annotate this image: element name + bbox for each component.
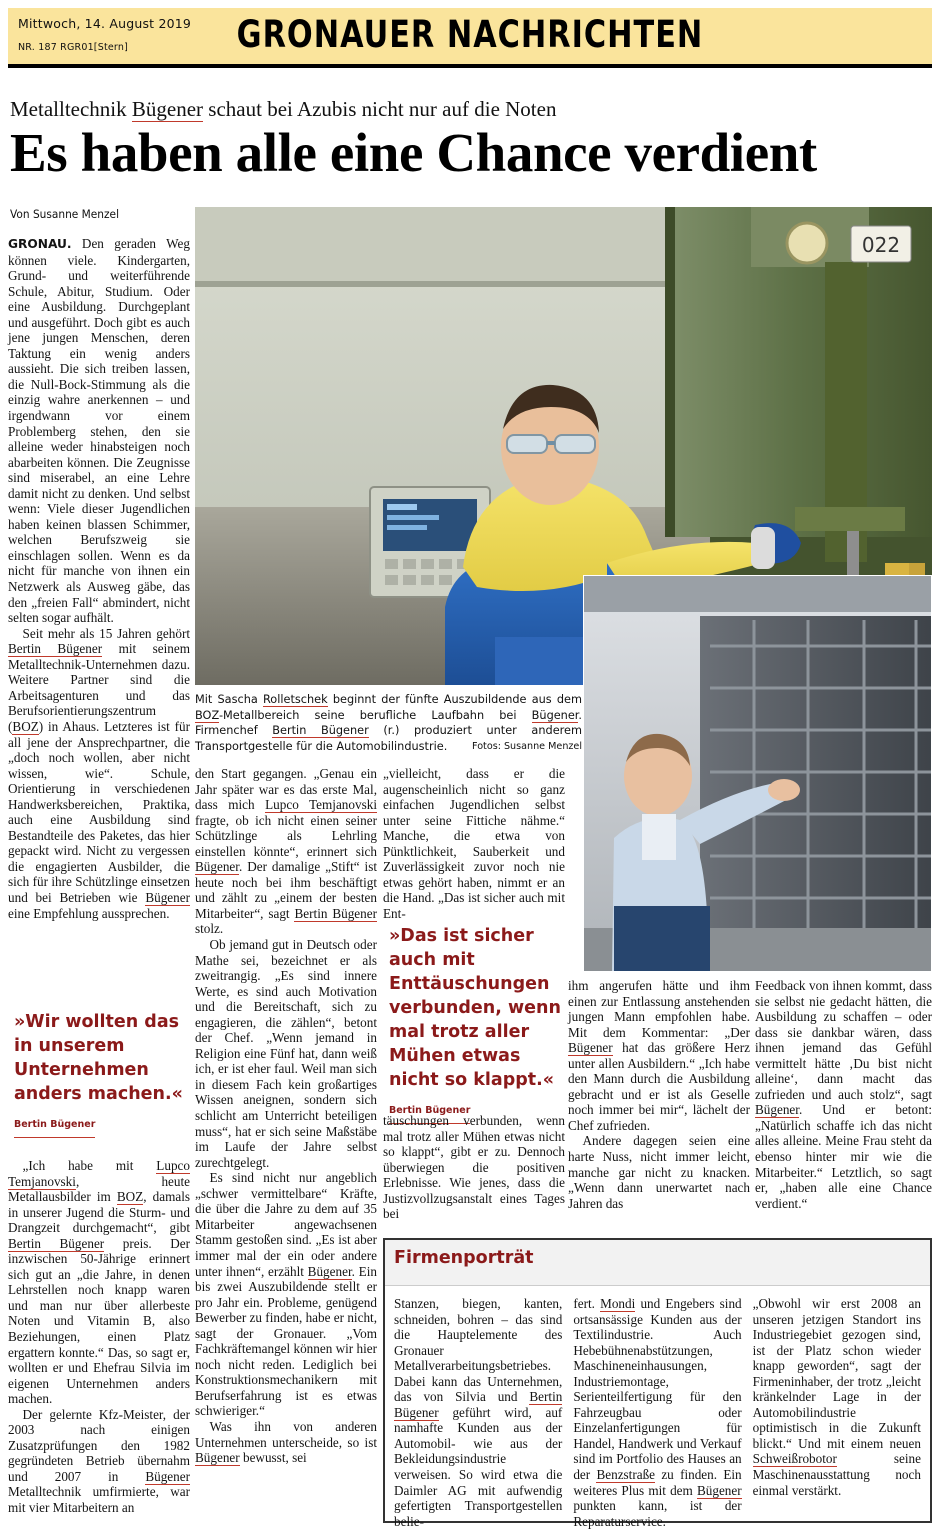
company-profile-column-1	[394, 1296, 562, 1529]
paragraph	[195, 1170, 377, 1419]
paragraph-text: . Und er betont: „Natürlich schaffe ich das nicht alles alleine. Meine Frau steht da ebenso hinter mir wie die Mitarbeiter.“ Letztlich, so sagt er, „haben alle eine Chance verdient.“	[755, 1102, 932, 1211]
article-column-1-top	[8, 236, 190, 921]
caption-text-2: beginnt der fünfte Auszubildende aus dem	[327, 693, 582, 706]
paragraph-text: hat das größere Herz unter allen Ausbildern.“ „Ich habe den Mann durch die Ausbildung gebracht und er ist als Geselle noch immer bei mir“, lächelt der Chef zufrieden.	[568, 1040, 750, 1133]
caption-link-bertin-buegener[interactable]: Bertin Bügener	[272, 724, 369, 737]
paragraph	[8, 626, 190, 921]
paragraph-text: und Engebers sind ortsansässige Kunden aus der Textilindustrie. Auch Hebebühnenabstützungen, Maschineneinhausungen, Industriemontage, Serienteilfertigung für den Fahrzeugbau oder Einzelanfertigungen für Handel, Handwerk und Verkauf sind im Portfolio des Hauses an der	[573, 1296, 742, 1483]
paragraph	[195, 766, 377, 937]
pull-quote-2	[389, 924, 569, 1124]
paragraph-text: Feedback von ihnen kommt, dass sie selbst nie gedacht hätten, die Ausbildung zu schaffen – oder dass sie dankbar wären, dass ihnen jemand das Gefühl vermittelt hätte ‚Du bist nicht alleine‘, dann macht das zufrieden und auch stolz“, sagt	[755, 978, 932, 1102]
link-buegener[interactable]: Bügener	[145, 889, 190, 905]
article-byline: Von Susanne Menzel	[10, 207, 120, 221]
caption-text-4: . Firmenchef	[195, 708, 582, 737]
paragraph	[195, 1419, 377, 1466]
paragraph-text: punkten kann, ist der Reparaturservice.	[573, 1498, 742, 1529]
masthead-issue-number: NR. 187 RGR01[Stern]	[18, 42, 128, 53]
article-kicker	[10, 97, 930, 122]
company-profile-header	[385, 1240, 930, 1286]
paragraph-text: Es sind nicht nur angeblich „schwer vermittelbare“ Kräfte, die über die Jahre zu dem auf 35 Mitarbeiter angewachsenen Stamm gestoßen sind. „Es ist aber immer mal der ein oder andere unter ihnen“, erzählt	[195, 1170, 377, 1279]
paragraph-text: zu finden. Ein weiteres Plus mit dem	[573, 1467, 742, 1498]
kicker-text-after: schaut bei Azubis nicht nur auf die Noten	[203, 97, 557, 121]
paragraph	[8, 236, 190, 626]
link-buegener[interactable]: Bügener	[145, 1468, 190, 1484]
paragraph-text: ihm angerufen hätte und ihm einen zur Entlassung anstehenden jungen Mann empfohlen habe. Mit dem Kommentar: „Der	[568, 978, 750, 1040]
paragraph-text: , damals in unserer Jugend die Sturm- und Drangzeit durchgemacht“, gibt	[8, 1189, 190, 1236]
paragraph-text: mit seinem Metalltechnik-Unternehmen dazu. Weitere Partner sind die Arbeitsagenturen und das Berufsorientierungszentrum (	[8, 641, 190, 734]
paragraph	[573, 1296, 741, 1529]
paragraph-text: bewusst, sei	[239, 1450, 307, 1466]
caption-text-3: -Metallbereich seine berufliche Laufbahn bei	[218, 708, 532, 722]
masthead	[8, 8, 932, 68]
paragraph-text: Der gelernte Kfz-Meister, der 2003 nach einigen Zusatzprüfungen den 1982 gegründeten Betrieb übernahm und 2007 in	[8, 1406, 190, 1484]
dateline: GRONAU.	[8, 237, 72, 251]
company-profile-column-3	[753, 1296, 921, 1529]
photo-credit: Fotos: Susanne Menzel	[472, 740, 582, 752]
link-mondi[interactable]: Mondi	[600, 1296, 636, 1311]
paragraph-text: stolz.	[195, 921, 224, 937]
article-column-1-bottom	[8, 1158, 190, 1516]
paragraph	[753, 1296, 921, 1498]
kicker-text-before: Metalltechnik	[10, 97, 132, 121]
paragraph-text: . Ein bis zwei Auszubildende stellt er pro Jahr ein. Probleme, genügend Bewerber zu finden, habe er nicht, sagt der Gronauer. „Vom Fachkräftemangel können wir hier noch nicht reden. Lediglich bei Konstruktionsmechanikern mit Berufserfahrung ist es etwas schwieriger.“	[195, 1263, 377, 1419]
photo-caption	[195, 692, 582, 754]
pull-quote-text: »Das ist sicher auch mit Enttäuschungen verbunden, wenn mal trotz aller Mühen etwas nicht so klappt.«	[389, 926, 561, 1090]
link-buegener[interactable]: Bügener	[195, 859, 239, 875]
pull-quote-attribution: Bertin Bügener	[14, 1113, 95, 1138]
paragraph-text: Seit mehr als 15 Jahren gehört	[22, 625, 190, 641]
article-column-2	[195, 766, 377, 1466]
masthead-title: GRONAUER NACHRICHTEN	[236, 13, 704, 56]
paragraph-text: Den geraden Weg können viele. Kindergarten, Grund- und weiterführende Schule, Abitur, Studium. Oder eine Ausbildung. Durchgeplant und ausgeführt. Doch gibt es auch jene jungen Menschen, deren Taktung ein wenig anders aussieht. Die sich treiben lassen, die Null-Bock-Stimmung als die einzig wahre anerkennen – und irgendwann vor einem Problemberg stehen, den sie alleine weder hinabsteigen noch abarbeiten können. Die Zeugnisse sind miserabel, an eine Lehre damit nicht zu denken. Und selbst wenn: Viele dieser Jugendlichen haben keinen blassen Schimmer, welchen Berufszweig sie einschlagen sollen. Wenn es da nicht für manche von ihnen ein Netzwerk als Ausweg gäbe, das den „freien Fall“ abmindert, nicht selten sogar aufhält.	[8, 236, 190, 626]
paragraph-text: „Ich habe mit	[22, 1158, 157, 1173]
paragraph	[568, 978, 750, 1133]
link-bertin-buegener[interactable]: Bertin Bügener	[8, 641, 103, 657]
company-profile-columns	[385, 1286, 930, 1529]
paragraph-text: geführt wird, auf namhafte Kunden aus der Automobil- wie aus der Bekleidungsindustrie verweisen. So wird etwa die Daimler AG mit aufwendig gefertigten Transportgestellen belie-	[394, 1404, 563, 1529]
link-boz[interactable]: BOZ	[116, 1189, 144, 1205]
pull-quote-attribution: Bertin Bügener	[389, 1099, 470, 1124]
link-lupco-temjanovski[interactable]: Lupco Temjanovski	[8, 1158, 190, 1189]
article-column-3-bottom	[383, 1113, 565, 1222]
article-column-4	[568, 978, 750, 1211]
paragraph-text: ) in Ahaus. Letzteres ist für all jene der Ansprechpartner, die „doch noch wollen, aber nicht wissen, wie“. Schule, Orientierung in verschiedenen Handwerksbereichen, Praktika, auch eine Ausbildung sind Bestandteile des Paketes, das hier gepackt wird. Nicht zu vergessen die engagierten Ausbilder, die sich für ihre Schützlinge einsetzen und bei Betrieben wie	[8, 718, 190, 905]
article-column-3-top	[383, 766, 565, 921]
paragraph: täuschungen verbunden, wenn mal trotz aller Mühen etwas nicht so klappt“, gibt er zu. Dennoch überwiegen die positiven Erlebnisse. Wie jenes, dass die Justizvollzugsanstalt eines Tages bei	[383, 1113, 565, 1222]
paragraph-text: Stanzen, biegen, kanten, schneiden, bohren – das sind die Hauptelemente des Gronauer Metallverarbeitungsbetriebes. Dabei kann das Unternehmen, das von Silvia und	[394, 1296, 563, 1405]
company-profile-title: Firmenporträt	[394, 1248, 534, 1268]
link-bertin-buegener[interactable]: Bertin Bügener	[294, 905, 378, 921]
link-schweissrobotor[interactable]: Schweißrobotor	[752, 1451, 837, 1467]
company-profile-column-2	[573, 1296, 741, 1529]
link-benzstrasse[interactable]: Benzstraße	[596, 1467, 656, 1483]
svg-text:022: 022	[861, 233, 901, 257]
link-bertin-buegener[interactable]: Bertin Bügener	[394, 1389, 563, 1420]
paragraph	[394, 1296, 562, 1529]
link-buegener[interactable]: Bügener	[696, 1482, 742, 1498]
paragraph: Andere dagegen seien eine harte Nuss, nicht immer leicht, manche gar nicht zu knacken. „Wenn dann unerwartet nach Jahren das	[568, 1133, 750, 1211]
link-buegener[interactable]: Bügener	[568, 1040, 613, 1056]
article-headline: Es haben alle eine Chance verdient	[10, 122, 817, 183]
link-boz[interactable]: BOZ	[12, 718, 39, 734]
paragraph-text: , heute Metallausbilder im	[8, 1173, 190, 1205]
masthead-date: Mittwoch, 14. August 2019	[18, 16, 192, 31]
paragraph	[755, 978, 932, 1211]
link-lupco-temjanovski[interactable]: Lupco Temjanovski	[265, 797, 377, 813]
paragraph-text: Metalltechnik umfirmierte, war mit vier Mitarbeitern an	[8, 1484, 190, 1516]
link-buegener[interactable]: Bügener	[755, 1102, 799, 1118]
company-profile-box	[383, 1238, 932, 1529]
paragraph-text: seine Maschinenausstattung noch einmal verstärkt.	[752, 1451, 921, 1498]
paragraph-text: fragte, ob ich nicht einen seiner Schützlinge als Lehrling einstellen könnte“, erinnert sich	[195, 812, 377, 859]
inset-photo-artwork	[584, 576, 932, 972]
link-buegener[interactable]: Bügener	[195, 1450, 240, 1466]
caption-text-5: (r.) produziert unter anderem Transportgestelle für die Automobilindustrie.	[195, 724, 582, 753]
paragraph-text: „Obwohl wir erst 2008 an unseren jetzigen Standort ins Industriegebiet gezogen sind, ist der Platz schon wieder knapp geworden“, sagt der Firmeninhaber, der trotz „leicht kränkelnder Lage in der Automobilindustrie optimistisch in die Zukunft blickt.“ Und mit einem neuen	[752, 1296, 921, 1451]
paragraph-text: fert.	[573, 1296, 601, 1311]
pull-quote-text: »Wir wollten das in unserem Unternehmen anders machen.«	[14, 1012, 183, 1104]
paragraph-text: . Der damalige „Stift“ ist heute noch bei ihm beschäftigt und zählt zu „einem der besten Mitarbeiter“, sagt	[195, 859, 377, 921]
paragraph: „vielleicht, dass er die augenscheinlich nicht so ganz einfachen Jugendlichen selbst unter seine Fittiche nähme.“ Manche, die etwa von Pünktlichkeit, Sauberkeit und Zuverlässigkeit zuvor noch nie etwas gehört haben, nimmt er an die Hand. „Das ist sicher auch mit Ent-	[383, 766, 565, 921]
caption-link-rolletschek[interactable]: Rolletschek	[262, 693, 328, 706]
paragraph	[8, 1158, 190, 1407]
link-bertin-buegener[interactable]: Bertin Bügener	[8, 1235, 105, 1251]
article-column-5	[755, 978, 932, 1211]
paragraph-text: Was ihn von anderen Unternehmen unterscheide, so ist	[195, 1418, 377, 1450]
kicker-entity-link[interactable]: Bügener	[131, 97, 204, 121]
paragraph	[8, 1407, 190, 1516]
caption-text-1: Mit Sascha	[195, 693, 263, 706]
pull-quote-1	[14, 1010, 190, 1138]
link-buegener[interactable]: Bügener	[307, 1263, 352, 1279]
caption-link-buegener[interactable]: Bügener	[531, 708, 579, 722]
paragraph-text: eine Empfehlung aussprechen.	[8, 905, 170, 921]
caption-link-boz[interactable]: BOZ	[195, 708, 219, 722]
paragraph: Ob jemand gut in Deutsch oder Mathe sei, bezeichnet er als zweitrangig. „Es sind innere Werte, es sind auch Motivation und die Bereitschaft, sich zu engagieren, die zählen“, betont der Chef. „Wenn jemand in Religion eine Fünf hat, dann weiß ich, er ist eher faul. Weil man sich in diesem Fach kein großartiges Wissen aneignen, sondern sich schlicht am Unterricht beteiligen muss“, hat er sich seine Maßstäbe im Laufe der Jahre selbst zurechtgelegt.	[195, 937, 377, 1170]
paragraph-text: den Start gegangen. „Genau ein Jahr später war es das erste Mal, dass mich	[195, 766, 377, 813]
paragraph-text: preis. Der inzwischen 50-Jährige erinnert sich gut an „die Jahre, in denen Lehrstellen noch knapp waren und man nur über allerbeste Noten und Vitamin B, also Beziehungen, einen Platz ergattern konnte.“ Das, so sagt er, wollten er und Ehefrau Silvia im eigenen Unternehmen anders machen.	[8, 1235, 191, 1407]
inset-photo	[583, 575, 932, 972]
